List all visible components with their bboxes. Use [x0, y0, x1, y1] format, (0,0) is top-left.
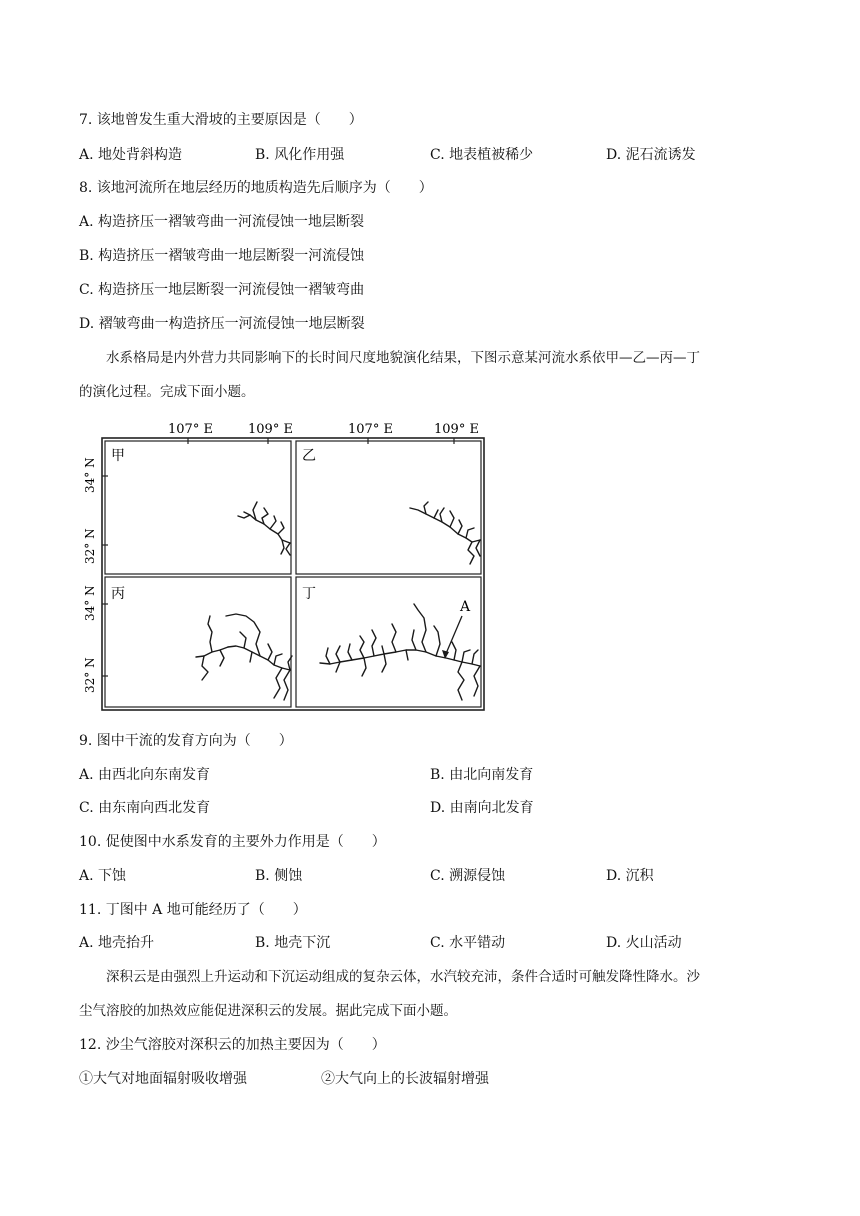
question-10-option-b: B. 侧蚀	[255, 868, 303, 884]
panel-bing-frame	[105, 577, 291, 707]
point-a-arrow-shaft	[445, 616, 462, 656]
panel-jia-frame	[105, 441, 291, 574]
lon-label-109-right: 109° E	[434, 422, 479, 437]
question-11-stem: 11. 丁图中 A 地可能经历了（ ）	[79, 902, 307, 918]
intro-paragraph-2-line-1: 深积云是由强烈上升运动和下沉运动组成的复杂云体，水汽较充沛，条件合适时可触发降性降水。沙	[106, 969, 700, 985]
question-8-option-a: A. 构造挤压一褶皱弯曲一河流侵蚀一地层断裂	[79, 214, 365, 230]
river-network-bing	[196, 614, 292, 700]
question-8-option-b: B. 构造挤压一褶皱弯曲一地层断裂一河流侵蚀	[79, 248, 365, 264]
question-7-option-b: B. 风化作用强	[255, 147, 345, 163]
question-10-option-c: C. 溯源侵蚀	[430, 868, 506, 884]
question-9-option-b: B. 由北向南发育	[430, 767, 534, 783]
lat-label-34-bottom: 34° N	[83, 585, 97, 621]
lon-label-109-left: 109° E	[248, 422, 293, 437]
axis-ticks	[102, 438, 454, 676]
question-12-statement-1: ①大气对地面辐射吸收增强	[79, 1071, 247, 1087]
question-7-option-d: D. 泥石流诱发	[606, 147, 696, 163]
point-a-label: A	[460, 599, 471, 615]
lon-label-107-right: 107° E	[348, 422, 393, 437]
question-7-option-a: A. 地处背斜构造	[79, 147, 183, 163]
panel-yi-frame	[296, 441, 481, 574]
question-9-option-c: C. 由东南向西北发育	[79, 800, 211, 816]
river-evolution-figure	[78, 418, 490, 718]
question-9-option-a: A. 由西北向东南发育	[79, 767, 211, 783]
question-11-option-c: C. 水平错动	[430, 935, 506, 951]
intro-paragraph-2-line-2: 尘气溶胶的加热效应能促进深积云的发展。据此完成下面小题。	[79, 1003, 457, 1019]
question-8-stem: 8. 该地河流所在地层经历的地质构造先后顺序为（ ）	[79, 180, 433, 196]
panel-label-ding: 丁	[302, 586, 316, 602]
river-network-ding	[320, 604, 480, 700]
question-7-stem: 7. 该地曾发生重大滑坡的主要原因是（ ）	[79, 112, 363, 128]
panel-label-bing: 丙	[111, 586, 125, 602]
lat-label-32-top: 32° N	[83, 528, 97, 564]
panel-ding-frame	[296, 577, 481, 707]
panel-label-jia: 甲	[111, 448, 125, 464]
question-9-stem: 9. 图中干流的发育方向为（ ）	[79, 733, 293, 749]
question-11-option-a: A. 地壳抬升	[79, 935, 155, 951]
river-network-yi	[410, 502, 480, 564]
question-10-option-a: A. 下蚀	[79, 868, 127, 884]
river-network-jia	[238, 502, 290, 555]
intro-paragraph-1-line-1: 水系格局是内外营力共同影响下的长时间尺度地貌演化结果，下图示意某河流水系依甲—乙—丙—丁	[106, 350, 700, 366]
question-10-option-d: D. 沉积	[606, 868, 654, 884]
question-8-option-d: D. 褶皱弯曲一构造挤压一河流侵蚀一地层断裂	[79, 316, 365, 332]
question-12-statement-2: ②大气向上的长波辐射增强	[321, 1071, 489, 1087]
intro-paragraph-1-line-2: 的演化过程。完成下面小题。	[79, 384, 255, 400]
question-9-option-d: D. 由南向北发育	[430, 800, 534, 816]
panel-label-yi: 乙	[302, 448, 316, 464]
question-11-option-d: D. 火山活动	[606, 935, 682, 951]
lat-label-32-bottom: 32° N	[83, 657, 97, 693]
question-12-stem: 12. 沙尘气溶胶对深积云的加热主要因为（ ）	[79, 1037, 386, 1053]
lon-label-107-left: 107° E	[168, 422, 213, 437]
question-11-option-b: B. 地壳下沉	[255, 935, 331, 951]
question-7-option-c: C. 地表植被稀少	[430, 147, 534, 163]
question-10-stem: 10. 促使图中水系发育的主要外力作用是（ ）	[79, 834, 386, 850]
question-8-option-c: C. 构造挤压一地层断裂一河流侵蚀一褶皱弯曲	[79, 282, 365, 298]
lat-label-34-top: 34° N	[83, 457, 97, 493]
